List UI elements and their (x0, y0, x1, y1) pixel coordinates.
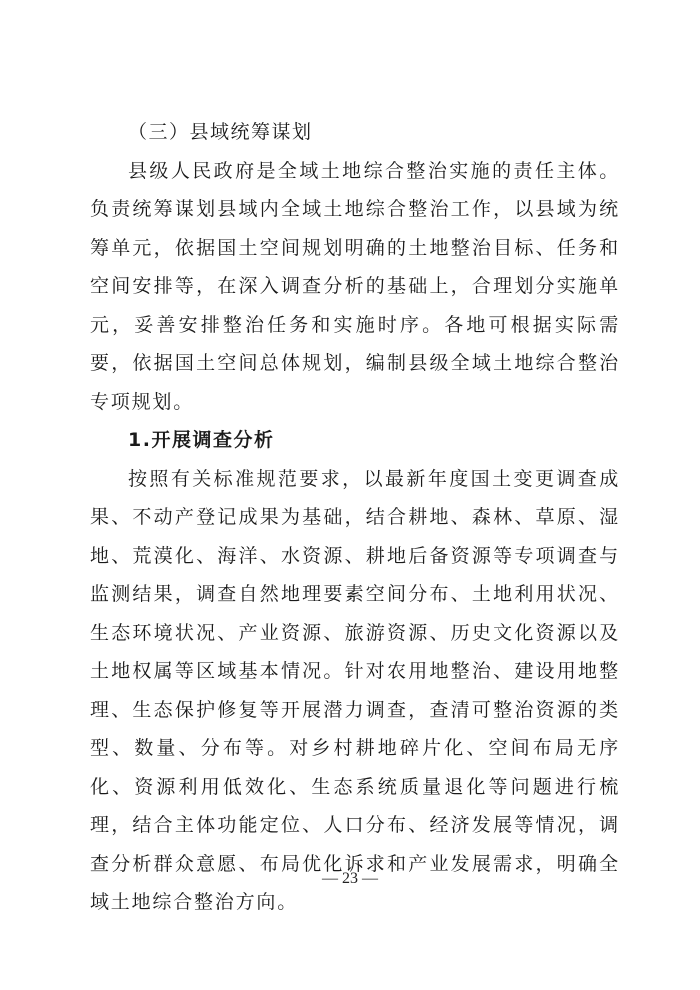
section-paragraph: 县级人民政府是全域土地综合整治实施的责任主体。负责统筹谋划县域内全域土地综合整治工作，以县域为统筹单元，依据国土空间规划明确的土地整治目标、任务和空间安排等，在深入调查分析的基础上，合理划分实施单元，妥善安排整治任务和实施时序。各地可根据实际需要，依据国土空间总体规划，编制县级全域土地综合整治专项规划。 (90, 159, 620, 413)
subsection-heading: 1.开展调查分析 (128, 429, 275, 451)
page-number: — 23 — (322, 870, 378, 887)
document-body (90, 113, 620, 922)
subsection-paragraph: 按照有关标准规范要求，以最新年度国土变更调查成果、不动产登记成果为基础，结合耕地、森林、草原、湿地、荒漠化、海洋、水资源、耕地后备资源等专项调查与监测结果，调查自然地理要素空间分布、土地利用状况、生态环境状况、产业资源、旅游资源、历史文化资源以及土地权属等区域基本情况。针对农用地整治、建设用地整理、生态保护修复等开展潜力调查，查清可整治资源的类型、数量、分布等。对乡村耕地碎片化、空间布局无序化、资源利用低效化、生态系统质量退化等问题进行梳理，结合主体功能定位、人口分布、经济发展等情况，调查分析群众意愿、布局优化诉求和产业发展需求，明确全域土地综合整治方向。 (90, 467, 620, 913)
section-heading: （三）县域统筹谋划 (128, 121, 313, 143)
